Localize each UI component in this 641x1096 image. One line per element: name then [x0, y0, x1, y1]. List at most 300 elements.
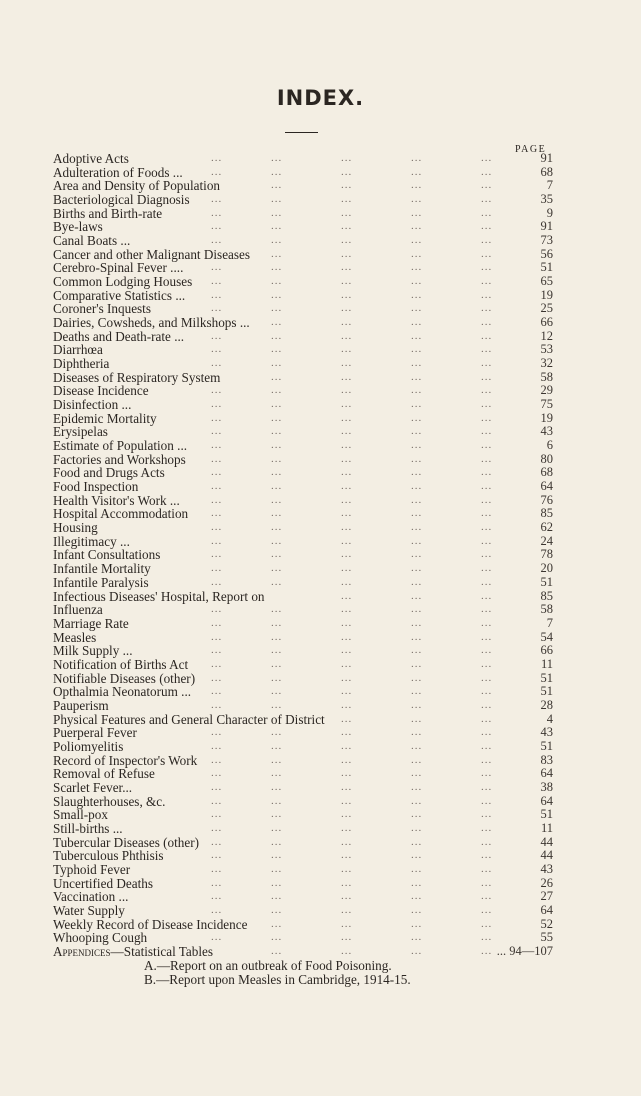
leader-dot: ... — [411, 644, 423, 657]
entry-page: 7 — [546, 178, 553, 193]
leader-dot: ... — [341, 329, 353, 342]
entry-page: 44 — [540, 834, 553, 849]
entry-page: 64 — [540, 479, 553, 494]
leader-dot: ... — [271, 739, 283, 752]
leader-dot: ... — [411, 931, 423, 944]
leader-dot: ... — [411, 767, 423, 780]
index-entry — [53, 672, 553, 686]
leader-dot: ... — [271, 466, 283, 479]
leader-dot: ... — [271, 411, 283, 424]
index-entry — [53, 507, 553, 521]
leader-dot: ... — [271, 753, 283, 766]
leader-dot: ... — [411, 671, 423, 684]
entry-label: Uncertified Deaths — [53, 875, 153, 891]
leader-dot: ... — [411, 466, 423, 479]
leader-dot: ... — [341, 712, 353, 725]
leader-dot: ... — [211, 903, 223, 916]
leader-dot: ... — [411, 193, 423, 206]
leader-dot: ... — [341, 439, 353, 452]
leader-dot: ... — [411, 480, 423, 493]
leader-dot: ... — [341, 275, 353, 288]
entry-label: Infantile Paralysis — [53, 574, 149, 590]
index-entry — [53, 590, 553, 604]
leader-dot: ... — [411, 890, 423, 903]
entry-page: 29 — [540, 383, 553, 398]
index-entry — [53, 289, 553, 303]
index-entry — [53, 152, 553, 166]
index-entry — [53, 890, 553, 904]
entry-page: 26 — [540, 875, 553, 890]
leader-dot: ... — [481, 903, 493, 916]
leader-dot: ... — [341, 739, 353, 752]
leader-dot: ... — [271, 357, 283, 370]
leader-dot: ... — [211, 726, 223, 739]
entry-label: Pauperism — [53, 697, 109, 713]
leader-dot: ... — [211, 753, 223, 766]
leader-dot: ... — [481, 507, 493, 520]
leader-dot: ... — [411, 302, 423, 315]
leader-dot: ... — [411, 439, 423, 452]
leader-dot: ... — [411, 698, 423, 711]
leader-dot: ... — [341, 152, 353, 164]
leader-dot: ... — [211, 849, 223, 862]
leader-dot: ... — [341, 603, 353, 616]
entry-page: 64 — [540, 766, 553, 781]
leader-dot: ... — [481, 917, 493, 930]
leader-dot: ... — [341, 288, 353, 301]
leader-dot: ... — [341, 862, 353, 875]
appendices-label — [53, 945, 213, 959]
entry-page: 73 — [540, 233, 553, 248]
leader-dot: ... — [411, 575, 423, 588]
leader-dot: ... — [341, 849, 353, 862]
index-entry — [53, 795, 553, 809]
leader-dot: ... — [481, 753, 493, 766]
leader-dot: ... — [341, 302, 353, 315]
entry-label: Tubercular Diseases (other) — [53, 834, 199, 850]
entry-page: 20 — [540, 561, 553, 576]
leader-dot: ... — [271, 657, 283, 670]
leader-dot: ... — [271, 179, 283, 192]
entry-label: Vaccination ... — [53, 889, 129, 905]
leader-dot: ... — [341, 903, 353, 916]
leader-dot: ... — [271, 903, 283, 916]
leader-dot: ... — [341, 193, 353, 206]
entry-page: 68 — [540, 164, 553, 179]
entry-label: Puerperal Fever — [53, 725, 137, 741]
entry-page: 64 — [540, 793, 553, 808]
index-entry — [53, 384, 553, 398]
entry-label: Tuberculous Phthisis — [53, 848, 164, 864]
page-title: INDEX. — [276, 86, 365, 110]
entry-label: Dairies, Cowsheds, and Milkshops ... — [53, 315, 250, 331]
leader-dot: ... — [411, 179, 423, 192]
leader-dot: ... — [481, 275, 493, 288]
leader-dot: ... — [271, 261, 283, 274]
leader-dot: ... — [341, 548, 353, 561]
entry-page: 68 — [540, 465, 553, 480]
leader-dot: ... — [411, 562, 423, 575]
leader-dot: ... — [481, 931, 493, 944]
leader-dot: ... — [481, 466, 493, 479]
leader-dot: ... — [271, 521, 283, 534]
appendices-page: ... 94—107 — [496, 943, 553, 958]
leader-dot: ... — [341, 616, 353, 629]
entry-page: 91 — [540, 219, 553, 234]
entry-label: Food and Drugs Acts — [53, 465, 165, 481]
leader-dot: ... — [481, 206, 493, 219]
leader-dot: ... — [341, 671, 353, 684]
leader-dot: ... — [411, 206, 423, 219]
entry-page: 62 — [540, 520, 553, 535]
leader-dot: ... — [411, 316, 423, 329]
leader-dot: ... — [341, 562, 353, 575]
leader-dot: ... — [271, 234, 283, 247]
leader-dot: ... — [481, 411, 493, 424]
index-entry — [53, 439, 553, 453]
leader-dot: ... — [211, 480, 223, 493]
leader-dot: ... — [211, 808, 223, 821]
entry-page: 38 — [540, 779, 553, 794]
leader-dot: ... — [211, 288, 223, 301]
leader-dot: ... — [211, 575, 223, 588]
leader-dot: ... — [271, 562, 283, 575]
entry-page: 52 — [540, 916, 553, 931]
leader-dot: ... — [271, 493, 283, 506]
leader-dot: ... — [341, 411, 353, 424]
leader-dot: ... — [211, 698, 223, 711]
leader-dot: ... — [271, 316, 283, 329]
leader-dot: ... — [481, 384, 493, 397]
leader-dot: ... — [341, 493, 353, 506]
index-entry — [53, 918, 553, 932]
leader-dot: ... — [411, 534, 423, 547]
leader-dot: ... — [411, 616, 423, 629]
entry-page: 85 — [540, 506, 553, 521]
leader-dot: ... — [411, 370, 423, 383]
leader-dot: ... — [271, 944, 283, 957]
leader-dot: ... — [211, 931, 223, 944]
leader-dot: ... — [411, 507, 423, 520]
leader-dot: ... — [411, 780, 423, 793]
leader-dot: ... — [341, 931, 353, 944]
entry-page: 54 — [540, 629, 553, 644]
leader-dot: ... — [271, 630, 283, 643]
leader-dot: ... — [271, 575, 283, 588]
entry-label: Slaughterhouses, &c. — [53, 793, 166, 809]
leader-dot: ... — [211, 357, 223, 370]
entry-page: 64 — [540, 902, 553, 917]
entry-label: Marriage Rate — [53, 615, 129, 631]
leader-dot: ... — [411, 152, 423, 164]
leader-dot: ... — [211, 329, 223, 342]
entry-label: Births and Birth-rate — [53, 205, 163, 221]
entry-label: Infantile Mortality — [53, 561, 151, 577]
leader-dot: ... — [211, 439, 223, 452]
leader-dot: ... — [481, 685, 493, 698]
leader-dot: ... — [481, 329, 493, 342]
entry-page: 78 — [540, 547, 553, 562]
index-entry — [53, 371, 553, 385]
leader-dot: ... — [411, 589, 423, 602]
entry-page: 55 — [540, 930, 553, 945]
leader-dot: ... — [211, 466, 223, 479]
leader-dot: ... — [411, 329, 423, 342]
leader-dot: ... — [271, 616, 283, 629]
leader-dot: ... — [481, 726, 493, 739]
leader-dot: ... — [341, 944, 353, 957]
index-entry — [53, 275, 553, 289]
leader-dot: ... — [271, 917, 283, 930]
index-entry — [53, 562, 553, 576]
leader-dot: ... — [211, 302, 223, 315]
leader-dot: ... — [271, 821, 283, 834]
leader-dot: ... — [411, 603, 423, 616]
leader-dot: ... — [271, 206, 283, 219]
entry-label: Infectious Diseases' Hospital, Report on — [53, 588, 265, 604]
index-entry — [53, 357, 553, 371]
leader-dot: ... — [481, 439, 493, 452]
leader-dot: ... — [411, 521, 423, 534]
leader-dot: ... — [341, 726, 353, 739]
entry-label: Health Visitor's Work ... — [53, 492, 180, 508]
leader-dot: ... — [411, 753, 423, 766]
leader-dot: ... — [411, 739, 423, 752]
leader-dot: ... — [211, 616, 223, 629]
entry-label: Small-pox — [53, 807, 108, 823]
leader-dot: ... — [271, 425, 283, 438]
leader-dot: ... — [341, 343, 353, 356]
leader-dot: ... — [211, 534, 223, 547]
leader-dot: ... — [211, 411, 223, 424]
leader-dot: ... — [271, 343, 283, 356]
leader-dot: ... — [341, 261, 353, 274]
leader-dot: ... — [481, 780, 493, 793]
entry-page: 66 — [540, 643, 553, 658]
index-entry — [53, 644, 553, 658]
entry-page: 9 — [546, 205, 553, 220]
entry-page: 43 — [540, 861, 553, 876]
leader-dot: ... — [271, 275, 283, 288]
index-entry — [53, 207, 553, 221]
entry-page: 75 — [540, 397, 553, 412]
entry-label: Measles — [53, 629, 97, 645]
entry-page: 58 — [540, 369, 553, 384]
index-entry — [53, 781, 553, 795]
index-entry — [53, 836, 553, 850]
entry-page: 51 — [540, 738, 553, 753]
index-entry — [53, 398, 553, 412]
leader-dot: ... — [211, 206, 223, 219]
leader-dot: ... — [341, 507, 353, 520]
index-entry — [53, 877, 553, 891]
leader-dot: ... — [341, 808, 353, 821]
leader-dot: ... — [271, 452, 283, 465]
leader-dot: ... — [211, 890, 223, 903]
leader-dot: ... — [411, 917, 423, 930]
leader-dot: ... — [481, 288, 493, 301]
leader-dot: ... — [411, 398, 423, 411]
leader-dot: ... — [271, 780, 283, 793]
leader-dot: ... — [481, 425, 493, 438]
index-entry — [53, 699, 553, 713]
index-entry — [53, 685, 553, 699]
leader-dot: ... — [271, 329, 283, 342]
entry-page: 83 — [540, 752, 553, 767]
appendix-item-b: B.—Report upon Measles in Cambridge, 1914-15. — [144, 972, 411, 988]
index-entry — [53, 521, 553, 535]
entry-label: Water Supply — [53, 902, 125, 918]
leader-dot: ... — [411, 548, 423, 561]
leader-dot: ... — [211, 398, 223, 411]
leader-dot: ... — [481, 849, 493, 862]
leader-dot: ... — [481, 644, 493, 657]
leader-dot: ... — [341, 384, 353, 397]
leader-dot: ... — [341, 206, 353, 219]
index-entry — [53, 248, 553, 262]
leader-dot: ... — [341, 794, 353, 807]
leader-dot: ... — [481, 657, 493, 670]
leader-dot: ... — [411, 862, 423, 875]
leader-dot: ... — [411, 411, 423, 424]
leader-dot: ... — [481, 302, 493, 315]
leader-dot: ... — [211, 548, 223, 561]
entry-page: 35 — [540, 192, 553, 207]
entry-page: 51 — [540, 807, 553, 822]
index-entry — [53, 849, 553, 863]
leader-dot: ... — [481, 179, 493, 192]
leader-dot: ... — [411, 808, 423, 821]
leader-dot: ... — [271, 398, 283, 411]
leader-dot: ... — [481, 944, 493, 957]
leader-dot: ... — [211, 644, 223, 657]
entry-page: 51 — [540, 684, 553, 699]
leader-dot: ... — [341, 835, 353, 848]
leader-dot: ... — [341, 179, 353, 192]
entry-page: 80 — [540, 451, 553, 466]
leader-dot: ... — [211, 671, 223, 684]
entry-page: 4 — [546, 711, 553, 726]
appendix-item-a: A.—Report on an outbreak of Food Poisoning. — [144, 957, 392, 973]
leader-dot: ... — [271, 247, 283, 260]
leader-dot: ... — [211, 739, 223, 752]
index-entry — [53, 234, 553, 248]
leader-dot: ... — [481, 589, 493, 602]
leader-dot: ... — [411, 261, 423, 274]
entry-label: Bye-laws — [53, 219, 103, 235]
index-entry — [53, 220, 553, 234]
entry-label: Notifiable Diseases (other) — [53, 670, 196, 686]
leader-dot: ... — [341, 876, 353, 889]
leader-dot: ... — [411, 220, 423, 233]
leader-dot: ... — [271, 890, 283, 903]
index-entry — [53, 808, 553, 822]
leader-dot: ... — [341, 821, 353, 834]
leader-dot: ... — [211, 452, 223, 465]
leader-dot: ... — [481, 521, 493, 534]
leader-dot: ... — [271, 794, 283, 807]
leader-dot: ... — [211, 493, 223, 506]
entry-page: 51 — [540, 670, 553, 685]
index-entry — [53, 412, 553, 426]
leader-dot: ... — [481, 767, 493, 780]
entry-label: Estimate of Population ... — [53, 438, 188, 454]
entry-label: Poliomyelitis — [53, 738, 124, 754]
leader-dot: ... — [341, 165, 353, 178]
entry-page: 65 — [540, 274, 553, 289]
leader-dot: ... — [211, 767, 223, 780]
index-entry — [53, 480, 553, 494]
entry-label: Record of Inspector's Work — [53, 752, 198, 768]
leader-dot: ... — [271, 370, 283, 383]
index-entry — [53, 193, 553, 207]
leader-dot: ... — [211, 835, 223, 848]
leader-dot: ... — [481, 316, 493, 329]
index-entry — [53, 617, 553, 631]
leader-dot: ... — [341, 534, 353, 547]
entry-page: 43 — [540, 424, 553, 439]
leader-dot: ... — [341, 753, 353, 766]
index-entry — [53, 453, 553, 467]
index-entry — [53, 658, 553, 672]
index-entry — [53, 330, 553, 344]
leader-dot: ... — [481, 890, 493, 903]
leader-dot: ... — [341, 480, 353, 493]
entry-label: Coroner's Inquests — [53, 301, 151, 317]
leader-dot: ... — [411, 794, 423, 807]
leader-dot: ... — [481, 671, 493, 684]
leader-dot: ... — [341, 575, 353, 588]
page-column-header: PAGE — [515, 144, 547, 155]
leader-dot: ... — [481, 452, 493, 465]
entry-label: Bacteriological Diagnosis — [53, 192, 190, 208]
leader-dot: ... — [211, 165, 223, 178]
leader-dot: ... — [481, 370, 493, 383]
leader-dot: ... — [211, 234, 223, 247]
entry-label: Weekly Record of Disease Incidence — [53, 916, 248, 932]
leader-dot: ... — [341, 521, 353, 534]
entry-label: Housing — [53, 520, 98, 536]
leader-dot: ... — [271, 480, 283, 493]
leader-dot: ... — [341, 630, 353, 643]
index-entry — [53, 767, 553, 781]
leader-dot: ... — [481, 562, 493, 575]
leader-dot: ... — [341, 425, 353, 438]
index-entry — [53, 754, 553, 768]
entry-page: 51 — [540, 260, 553, 275]
leader-dot: ... — [211, 261, 223, 274]
leader-dot: ... — [481, 165, 493, 178]
leader-dot: ... — [481, 794, 493, 807]
leader-dot: ... — [211, 780, 223, 793]
appendices-smallcaps: Appendices — [53, 943, 111, 959]
index-entry — [53, 316, 553, 330]
leader-dot: ... — [341, 698, 353, 711]
leader-dot: ... — [411, 288, 423, 301]
entry-page: 85 — [540, 588, 553, 603]
entry-page: 53 — [540, 342, 553, 357]
entry-label: Common Lodging Houses — [53, 274, 193, 290]
index-entry — [53, 548, 553, 562]
leader-dot: ... — [411, 384, 423, 397]
entry-label: Physical Features and General Character of District — [53, 711, 325, 727]
entry-label: Diarrhœa — [53, 342, 103, 358]
leader-dot: ... — [341, 589, 353, 602]
leader-dot: ... — [411, 343, 423, 356]
leader-dot: ... — [271, 548, 283, 561]
leader-dot: ... — [271, 698, 283, 711]
entry-label: Diseases of Respiratory System — [53, 369, 221, 385]
